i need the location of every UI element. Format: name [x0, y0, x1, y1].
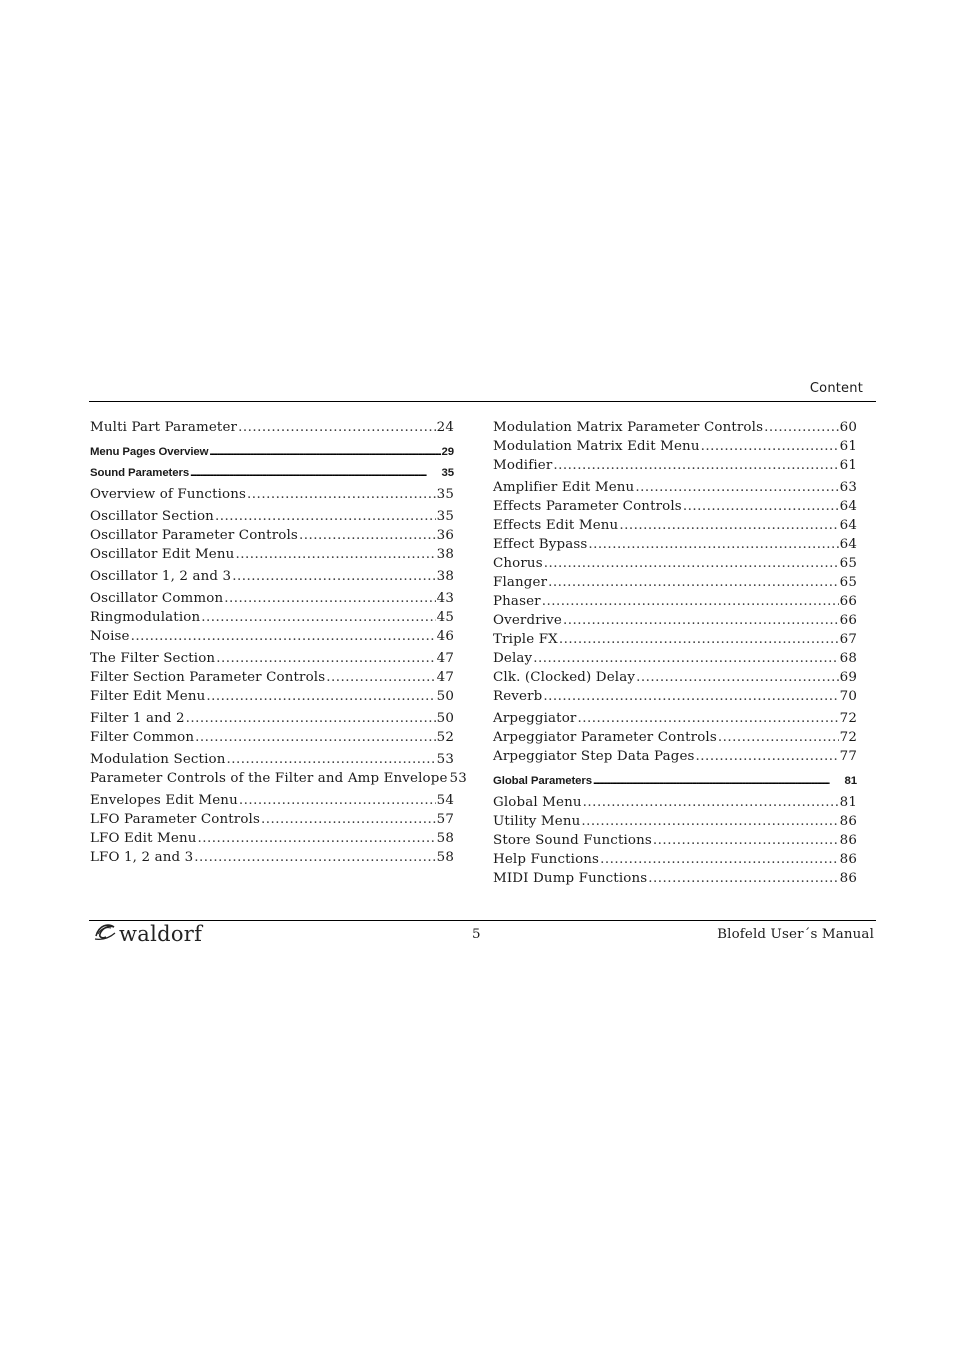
- toc-column-left: [90, 418, 467, 867]
- toc-entry[interactable]: [90, 728, 454, 747]
- toc-entry[interactable]: [90, 668, 454, 687]
- toc-dot-leader: [238, 418, 436, 437]
- toc-entry-title: Arpeggiator Parameter Controls: [493, 730, 717, 745]
- toc-entry-page: 36: [436, 528, 454, 543]
- toc-entry-page: 69: [839, 670, 857, 685]
- toc-entry[interactable]: [90, 848, 454, 867]
- toc-entry-page: 57: [436, 812, 454, 827]
- toc-entry-page: 35: [436, 509, 454, 524]
- toc-entry-title: Oscillator Parameter Controls: [90, 528, 298, 543]
- toc-entry-title: LFO 1, 2 and 3: [90, 850, 194, 865]
- toc-entry-page: 86: [839, 871, 857, 886]
- toc-entry-title: Noise: [90, 629, 130, 644]
- toc-entry-title: Store Sound Functions: [493, 833, 652, 848]
- toc-entry-title: Global Menu: [493, 795, 582, 810]
- toc-entry-title: Multi Part Parameter: [90, 420, 238, 435]
- toc-entry-title: Modulation Matrix Parameter Controls: [493, 420, 764, 435]
- toc-entry-page: 63: [839, 480, 857, 495]
- toc-entry-title: Modifier: [493, 458, 553, 473]
- toc-entry-title: Overdrive: [493, 613, 562, 628]
- toc-dot-leader: [224, 589, 435, 608]
- toc-entry[interactable]: [493, 728, 857, 747]
- toc-entry-title: Modulation Matrix Edit Menu: [493, 439, 700, 454]
- toc-entry-title: Help Functions: [493, 852, 600, 867]
- toc-entry[interactable]: [90, 829, 454, 848]
- toc-entry-page: 81: [844, 775, 857, 787]
- toc-entry-title: Effects Parameter Controls: [493, 499, 682, 514]
- toc-dot-leader: [548, 573, 839, 592]
- toc-entry-page: 58: [436, 850, 454, 865]
- toc-dot-leader: [542, 592, 839, 611]
- toc-dot-leader: [215, 507, 436, 526]
- toc-entry[interactable]: [493, 592, 857, 611]
- toc-entry-page: 64: [839, 537, 857, 552]
- toc-entry-title: Effects Edit Menu: [493, 518, 619, 533]
- toc-entry-page: 45: [436, 610, 454, 625]
- toc-entry-page: 86: [839, 833, 857, 848]
- toc-dot-leader: [593, 772, 844, 791]
- toc-entry-page: 65: [839, 575, 857, 590]
- page-number: 5: [472, 927, 481, 942]
- toc-entry-title: Flanger: [493, 575, 548, 590]
- toc-entry-title: The Filter Section: [90, 651, 216, 666]
- toc-section-heading[interactable]: [90, 443, 454, 462]
- toc-entry-title: Global Parameters: [493, 775, 592, 787]
- toc-dot-leader: [216, 649, 435, 668]
- toc-entry-title: Parameter Controls of the Filter and Amp Envelope: [90, 771, 448, 786]
- toc-entry-title: Chorus: [493, 556, 543, 571]
- toc-entry-page: 68: [839, 651, 857, 666]
- toc-entry-title: Reverb: [493, 689, 543, 704]
- toc-entry[interactable]: [493, 812, 857, 831]
- toc-entry-title: Arpeggiator: [493, 711, 577, 726]
- running-header-title: Content: [809, 381, 863, 396]
- toc-entry-page: 72: [839, 711, 857, 726]
- toc-entry[interactable]: [493, 630, 857, 649]
- toc-dot-leader: [559, 630, 839, 649]
- toc-entry-title: Ringmodulation: [90, 610, 201, 625]
- toc-dot-leader: [583, 793, 839, 812]
- toc-dot-leader: [683, 497, 839, 516]
- footer-rule: [89, 920, 876, 921]
- toc-entry[interactable]: [90, 545, 454, 564]
- toc-dot-leader: [619, 516, 838, 535]
- toc-dot-leader: [198, 829, 436, 848]
- toc-entry[interactable]: [90, 567, 454, 586]
- toc-dot-leader: [195, 728, 435, 747]
- toc-entry-page: 67: [839, 632, 857, 647]
- toc-entry[interactable]: [90, 769, 467, 788]
- toc-entry-title: Filter Edit Menu: [90, 689, 206, 704]
- toc-entry[interactable]: [90, 649, 454, 668]
- toc-entry-title: LFO Edit Menu: [90, 831, 197, 846]
- toc-dot-leader: [186, 709, 436, 728]
- toc-entry-page: 53: [449, 771, 467, 786]
- toc-entry-page: 35: [436, 487, 454, 502]
- toc-entry-page: 66: [839, 594, 857, 609]
- toc-entry-title: Triple FX: [493, 632, 558, 647]
- toc-entry[interactable]: [90, 589, 454, 608]
- toc-entry-page: 64: [839, 518, 857, 533]
- toc-column-right: [493, 418, 857, 888]
- toc-entry[interactable]: [493, 793, 857, 812]
- toc-entry[interactable]: [493, 850, 857, 869]
- toc-entry-page: 35: [441, 467, 454, 479]
- toc-entry-title: Arpeggiator Step Data Pages: [493, 749, 695, 764]
- toc-entry[interactable]: [493, 456, 857, 475]
- toc-dot-leader: [696, 747, 839, 766]
- toc-entry[interactable]: [90, 791, 454, 810]
- toc-entry-title: Utility Menu: [493, 814, 581, 829]
- manual-title: Blofeld User´s Manual: [717, 927, 874, 942]
- toc-dot-leader: [227, 750, 436, 769]
- toc-entry[interactable]: [493, 869, 857, 888]
- toc-dot-leader: [544, 554, 839, 573]
- toc-entry-page: 70: [839, 689, 857, 704]
- toc-entry-page: 53: [436, 752, 454, 767]
- toc-dot-leader: [201, 608, 435, 627]
- toc-entry-page: 50: [436, 711, 454, 726]
- toc-entry-title: Delay: [493, 651, 533, 666]
- header-rule: [89, 401, 876, 402]
- toc-dot-leader: [581, 812, 838, 831]
- toc-entry[interactable]: [90, 709, 454, 728]
- toc-entry-title: Oscillator 1, 2 and 3: [90, 569, 232, 584]
- toc-entry[interactable]: [493, 747, 857, 766]
- toc-entry-page: 38: [436, 569, 454, 584]
- toc-entry-title: Oscillator Section: [90, 509, 214, 524]
- toc-entry-page: 54: [436, 793, 454, 808]
- toc-entry-page: 46: [436, 629, 454, 644]
- toc-entry-title: Filter Common: [90, 730, 195, 745]
- toc-dot-leader: [635, 478, 838, 497]
- toc-entry-page: 38: [436, 547, 454, 562]
- toc-entry-page: 50: [436, 689, 454, 704]
- toc-dot-leader: [235, 545, 435, 564]
- toc-entry[interactable]: [493, 554, 857, 573]
- toc-dot-leader: [718, 728, 839, 747]
- toc-entry[interactable]: [493, 535, 857, 554]
- toc-entry[interactable]: [90, 687, 454, 706]
- toc-dot-leader: [209, 443, 440, 462]
- toc-section-heading[interactable]: [90, 464, 454, 483]
- toc-entry[interactable]: [493, 668, 857, 687]
- toc-dot-leader: [326, 668, 435, 687]
- toc-dot-leader: [563, 611, 839, 630]
- toc-dot-leader: [239, 791, 436, 810]
- toc-entry[interactable]: [90, 485, 454, 504]
- toc-entry[interactable]: [90, 608, 454, 627]
- toc-entry-page: 66: [839, 613, 857, 628]
- toc-entry-title: Filter 1 and 2: [90, 711, 185, 726]
- toc-dot-leader: [299, 526, 436, 545]
- toc-entry-title: Phaser: [493, 594, 541, 609]
- toc-dot-leader: [653, 831, 839, 850]
- toc-entry-page: 61: [839, 458, 857, 473]
- toc-entry-page: 61: [839, 439, 857, 454]
- toc-entry-title: Amplifier Edit Menu: [493, 480, 635, 495]
- toc-entry-page: 43: [436, 591, 454, 606]
- toc-dot-leader: [648, 869, 838, 888]
- toc-entry[interactable]: [90, 810, 454, 829]
- toc-entry[interactable]: [493, 418, 857, 437]
- toc-dot-leader: [764, 418, 839, 437]
- toc-entry-page: 64: [839, 499, 857, 514]
- toc-dot-leader: [194, 848, 435, 867]
- toc-entry-page: 52: [436, 730, 454, 745]
- toc-dot-leader: [261, 810, 436, 829]
- toc-dot-leader: [190, 464, 440, 483]
- toc-entry-title: MIDI Dump Functions: [493, 871, 648, 886]
- toc-entry-page: 86: [839, 814, 857, 829]
- toc-entry-title: Clk. (Clocked) Delay: [493, 670, 636, 685]
- toc-entry-page: 29: [441, 446, 454, 458]
- toc-entry-page: 47: [436, 651, 454, 666]
- toc-entry[interactable]: [493, 649, 857, 668]
- toc-entry-page: 58: [436, 831, 454, 846]
- toc-entry-title: LFO Parameter Controls: [90, 812, 261, 827]
- toc-entry-title: Envelopes Edit Menu: [90, 793, 238, 808]
- toc-entry[interactable]: [90, 750, 454, 769]
- toc-entry-page: 24: [436, 420, 454, 435]
- toc-dot-leader: [206, 687, 435, 706]
- toc-dot-leader: [577, 709, 838, 728]
- toc-entry[interactable]: [493, 831, 857, 850]
- toc-dot-leader: [232, 567, 435, 586]
- toc-section-heading[interactable]: [493, 772, 857, 791]
- toc-entry-page: 47: [436, 670, 454, 685]
- toc-entry[interactable]: [90, 507, 454, 526]
- toc-entry[interactable]: [493, 687, 857, 706]
- toc-entry[interactable]: [493, 611, 857, 630]
- toc-entry[interactable]: [90, 526, 454, 545]
- toc-dot-leader: [636, 668, 839, 687]
- toc-entry-title: Overview of Functions: [90, 487, 247, 502]
- toc-dot-leader: [588, 535, 838, 554]
- toc-entry-title: Sound Parameters: [90, 467, 190, 479]
- toc-dot-leader: [247, 485, 436, 504]
- toc-entry-title: Effect Bypass: [493, 537, 588, 552]
- toc-entry[interactable]: [493, 516, 857, 535]
- toc-entry[interactable]: [493, 497, 857, 516]
- toc-entry[interactable]: [493, 573, 857, 592]
- toc-entry[interactable]: [493, 437, 857, 456]
- toc-entry-title: Menu Pages Overview: [90, 446, 209, 458]
- toc-entry[interactable]: [90, 627, 454, 646]
- toc-entry[interactable]: [493, 478, 857, 497]
- toc-entry-title: Modulation Section: [90, 752, 226, 767]
- toc-entry-title: Filter Section Parameter Controls: [90, 670, 326, 685]
- toc-dot-leader: [553, 456, 838, 475]
- toc-dot-leader: [533, 649, 838, 668]
- toc-entry-page: 86: [839, 852, 857, 867]
- toc-dot-leader: [543, 687, 838, 706]
- toc-entry-page: 77: [839, 749, 857, 764]
- toc-entry-title: Oscillator Common: [90, 591, 224, 606]
- toc-entry-page: 81: [839, 795, 857, 810]
- toc-entry-title: Oscillator Edit Menu: [90, 547, 235, 562]
- toc-dot-leader: [131, 627, 436, 646]
- toc-dot-leader: [701, 437, 839, 456]
- toc-entry-page: 65: [839, 556, 857, 571]
- toc-entry[interactable]: [493, 709, 857, 728]
- waldorf-logo-text: waldorf: [119, 922, 203, 946]
- toc-dot-leader: [600, 850, 839, 869]
- toc-entry-page: 72: [839, 730, 857, 745]
- waldorf-logo: [93, 921, 202, 947]
- toc-entry[interactable]: [90, 418, 454, 437]
- waldorf-swirl-icon: [93, 922, 117, 946]
- toc-entry-page: 60: [839, 420, 857, 435]
